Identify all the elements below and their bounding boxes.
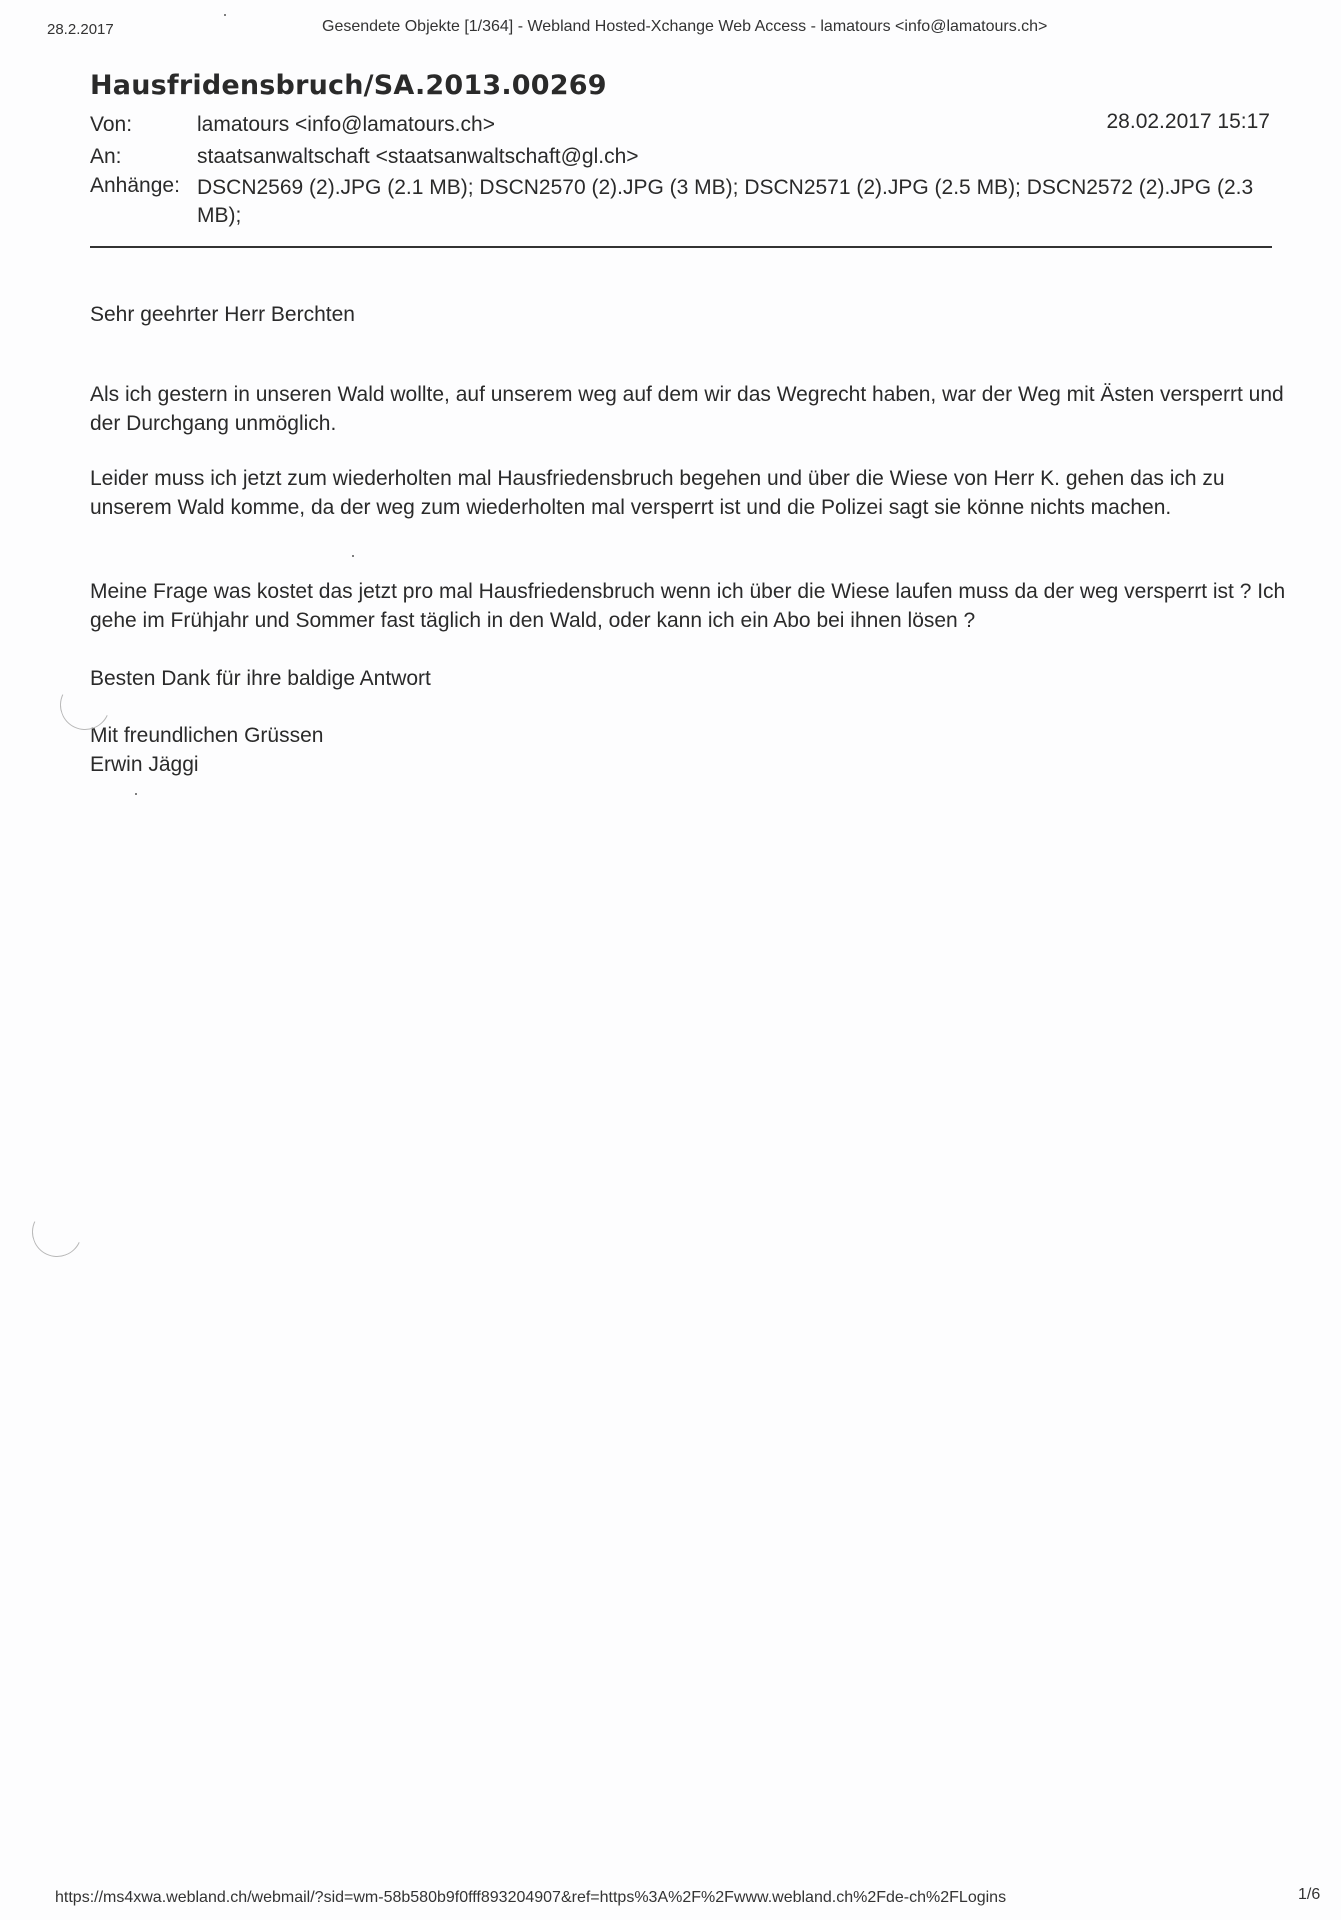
header-divider xyxy=(90,246,1272,248)
from-label: Von: xyxy=(90,113,133,136)
greeting: Sehr geehrter Herr Berchten xyxy=(90,303,355,326)
email-subject: Hausfridensbruch/SA.2013.00269 xyxy=(90,70,607,101)
attachments-value: DSCN2569 (2).JPG (2.1 MB); DSCN2570 (2).JPG (3 MB); DSCN2571 (2).JPG (2.5 MB); DSCN2572 (2).JPG (2.3 MB); xyxy=(197,176,1254,227)
paragraph-2: Leider muss ich jetzt zum wiederholten mal Hausfriedensbruch begehen und über die Wiese von Herr K. gehen das ich zu unserem Wald komme, da der weg zum wiederholten mal versperrt ist und die Polizei sagt sie könne nichts machen. xyxy=(90,467,1225,519)
from-value: lamatours <info@lamatours.ch> xyxy=(197,113,495,136)
scan-speck xyxy=(352,555,354,557)
closing: Mit freundlichen Grüssen xyxy=(90,724,324,747)
scan-speck xyxy=(135,793,137,795)
paragraph-4: Besten Dank für ihre baldige Antwort xyxy=(90,667,431,690)
scan-speck xyxy=(224,14,226,16)
paragraph-3: Meine Frage was kostet das jetzt pro mal Hausfriedensbruch wenn ich über die Wiese laufen muss da der weg versperrt ist ? Ich gehe im Frühjahr und Sommer fast täglich in den Wald, oder kann ich ein Abo bei ihnen lösen ? xyxy=(90,580,1286,632)
punch-hole-mark xyxy=(25,1200,89,1264)
paragraph-1: Als ich gestern in unseren Wald wollte, auf unserem weg auf dem wir das Wegrecht haben, war der Weg mit Ästen versperrt und der Durchgang unmöglich. xyxy=(90,383,1284,435)
print-footer-url: https://ms4xwa.webland.ch/webmail/?sid=wm-58b580b9f0fff893204907&ref=https%3A%2F%2Fwww.webland.ch%2Fde-ch%2FLogins xyxy=(55,1889,1007,1906)
print-page-number: 1/6 xyxy=(1298,1886,1321,1903)
to-value: staatsanwaltschaft <staatsanwaltschaft@gl.ch> xyxy=(197,145,639,168)
print-title: Gesendete Objekte [1/364] - Webland Hosted-Xchange Web Access - lamatours <info@lamatours.ch> xyxy=(322,18,1048,35)
signature: Erwin Jäggi xyxy=(90,753,199,776)
print-date: 28.2.2017 xyxy=(47,21,114,38)
sent-date: 28.02.2017 15:17 xyxy=(1106,110,1270,133)
to-label: An: xyxy=(90,145,122,168)
attachments-label: Anhänge: xyxy=(90,174,180,197)
